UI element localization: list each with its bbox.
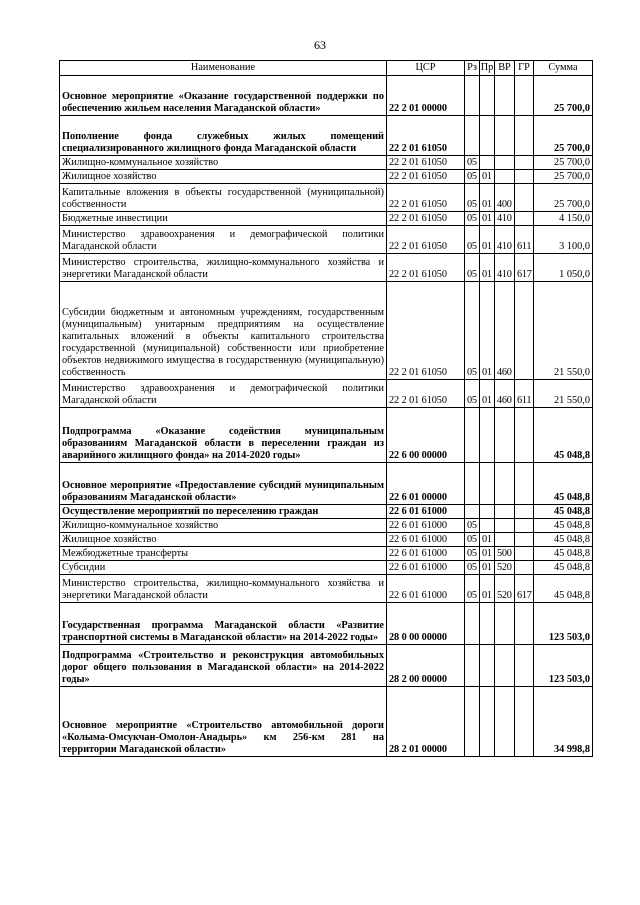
- row-vr-cell: 520: [495, 561, 515, 575]
- table-row: [60, 603, 593, 645]
- table-row: [60, 463, 593, 505]
- row-csr-cell: 22 2 01 61050: [387, 226, 465, 254]
- row-pr-cell: [480, 645, 495, 687]
- row-sum-cell: 45 048,8: [534, 505, 593, 519]
- row-pr-cell: [480, 116, 495, 156]
- row-vr-cell: [495, 463, 515, 505]
- row-name-cell: Государственная программа Магаданской области «Развитие транспортной системы в Магаданской области» на 2014-2022 годы»: [60, 603, 387, 645]
- row-sum-cell: 25 700,0: [534, 156, 593, 170]
- row-csr-cell: 22 2 01 61050: [387, 282, 465, 380]
- row-pr-cell: [480, 463, 495, 505]
- row-gr-cell: [515, 561, 534, 575]
- row-rz-cell: 05: [465, 561, 480, 575]
- row-sum-cell: 1 050,0: [534, 254, 593, 282]
- row-pr-cell: [480, 156, 495, 170]
- row-csr-cell: 28 2 00 00000: [387, 645, 465, 687]
- row-name-cell: Подпрограмма «Строительство и реконструкция автомобильных дорог общего пользования в Магаданской области» на 2014-2022 годы»: [60, 645, 387, 687]
- row-gr-cell: [515, 170, 534, 184]
- row-csr-cell: 22 2 01 61050: [387, 116, 465, 156]
- row-vr-cell: [495, 505, 515, 519]
- row-csr-cell: 22 2 01 61050: [387, 156, 465, 170]
- row-name-cell: Бюджетные инвестиции: [60, 212, 387, 226]
- table-row: [60, 408, 593, 463]
- row-gr-cell: [515, 603, 534, 645]
- row-sum-cell: 25 700,0: [534, 170, 593, 184]
- table-row: [60, 170, 593, 184]
- row-name-cell: Подпрограмма «Оказание содействия муниципальным образованиям Магаданской области в переселении граждан из аварийного жилищного фонда» на 2014-2020 годы»: [60, 408, 387, 463]
- row-csr-cell: 22 6 01 61000: [387, 561, 465, 575]
- row-csr-cell: 22 6 01 61000: [387, 519, 465, 533]
- row-gr-cell: [515, 76, 534, 116]
- row-vr-cell: [495, 76, 515, 116]
- row-rz-cell: [465, 505, 480, 519]
- row-rz-cell: 05: [465, 170, 480, 184]
- row-sum-cell: 45 048,8: [534, 408, 593, 463]
- row-vr-cell: 460: [495, 282, 515, 380]
- row-name-cell: Министерство строительства, жилищно-коммунального хозяйства и энергетики Магаданской области: [60, 575, 387, 603]
- row-gr-cell: [515, 533, 534, 547]
- row-name-cell: Капитальные вложения в объекты государственной (муниципальной) собственности: [60, 184, 387, 212]
- table-row: [60, 254, 593, 282]
- row-name-cell: Основное мероприятие «Строительство автомобильной дороги «Колыма-Омсукчан-Омолон-Анадырь» км 256-км 281 на территории Магаданской области»: [60, 687, 387, 757]
- row-rz-cell: 05: [465, 575, 480, 603]
- row-vr-cell: [495, 687, 515, 757]
- row-sum-cell: 34 998,8: [534, 687, 593, 757]
- row-vr-cell: 460: [495, 380, 515, 408]
- row-gr-cell: [515, 645, 534, 687]
- row-rz-cell: 05: [465, 212, 480, 226]
- row-csr-cell: 22 2 01 61050: [387, 170, 465, 184]
- table-row: [60, 226, 593, 254]
- row-pr-cell: 01: [480, 380, 495, 408]
- table-row: [60, 533, 593, 547]
- row-vr-cell: [495, 645, 515, 687]
- row-sum-cell: 45 048,8: [534, 533, 593, 547]
- row-sum-cell: 25 700,0: [534, 184, 593, 212]
- row-pr-cell: [480, 505, 495, 519]
- row-sum-cell: 45 048,8: [534, 547, 593, 561]
- row-rz-cell: 05: [465, 226, 480, 254]
- row-pr-cell: 01: [480, 547, 495, 561]
- row-pr-cell: [480, 687, 495, 757]
- row-vr-cell: [495, 170, 515, 184]
- row-name-cell: Основное мероприятие «Предоставление субсидий муниципальным образованиям Магаданской области»: [60, 463, 387, 505]
- row-pr-cell: 01: [480, 533, 495, 547]
- row-csr-cell: 22 2 01 61050: [387, 380, 465, 408]
- row-rz-cell: [465, 76, 480, 116]
- row-name-cell: Жилищно-коммунальное хозяйство: [60, 519, 387, 533]
- row-vr-cell: [495, 116, 515, 156]
- row-csr-cell: 22 6 01 00000: [387, 463, 465, 505]
- row-sum-cell: 123 503,0: [534, 603, 593, 645]
- row-sum-cell: 45 048,8: [534, 519, 593, 533]
- row-name-cell: Субсидии: [60, 561, 387, 575]
- row-gr-cell: [515, 519, 534, 533]
- row-rz-cell: [465, 116, 480, 156]
- row-csr-cell: 22 2 01 61050: [387, 184, 465, 212]
- row-name-cell: Пополнение фонда служебных жилых помещений специализированного жилищного фонда Магаданской области: [60, 116, 387, 156]
- row-rz-cell: [465, 463, 480, 505]
- table-body: [60, 76, 593, 757]
- row-pr-cell: 01: [480, 212, 495, 226]
- row-sum-cell: 21 550,0: [534, 282, 593, 380]
- row-sum-cell: 123 503,0: [534, 645, 593, 687]
- table-row: [60, 687, 593, 757]
- row-rz-cell: 05: [465, 533, 480, 547]
- row-vr-cell: [495, 533, 515, 547]
- table-row: [60, 212, 593, 226]
- row-csr-cell: 22 6 01 61000: [387, 547, 465, 561]
- header-csr: ЦСР: [387, 61, 465, 76]
- table-row: [60, 547, 593, 561]
- row-pr-cell: [480, 603, 495, 645]
- row-gr-cell: [515, 282, 534, 380]
- row-vr-cell: [495, 519, 515, 533]
- row-sum-cell: 25 700,0: [534, 116, 593, 156]
- row-name-cell: Межбюджетные трансферты: [60, 547, 387, 561]
- row-csr-cell: 28 0 00 00000: [387, 603, 465, 645]
- table-header-row: [60, 61, 593, 76]
- row-csr-cell: 22 6 00 00000: [387, 408, 465, 463]
- row-vr-cell: 520: [495, 575, 515, 603]
- table-row: [60, 282, 593, 380]
- row-rz-cell: [465, 603, 480, 645]
- row-gr-cell: 617: [515, 254, 534, 282]
- table-row: [60, 519, 593, 533]
- row-vr-cell: 410: [495, 254, 515, 282]
- row-name-cell: Министерство строительства, жилищно-коммунального хозяйства и энергетики Магаданской области: [60, 254, 387, 282]
- row-csr-cell: 22 6 01 61000: [387, 575, 465, 603]
- table-row: [60, 380, 593, 408]
- row-sum-cell: 25 700,0: [534, 76, 593, 116]
- row-gr-cell: [515, 463, 534, 505]
- budget-table: [59, 60, 593, 757]
- header-gr: ГР: [515, 61, 534, 76]
- row-gr-cell: [515, 156, 534, 170]
- row-rz-cell: 05: [465, 156, 480, 170]
- row-gr-cell: [515, 408, 534, 463]
- row-sum-cell: 4 150,0: [534, 212, 593, 226]
- row-pr-cell: 01: [480, 575, 495, 603]
- row-csr-cell: 22 6 01 61000: [387, 505, 465, 519]
- row-vr-cell: [495, 156, 515, 170]
- row-vr-cell: [495, 603, 515, 645]
- table-row: [60, 116, 593, 156]
- row-gr-cell: [515, 184, 534, 212]
- table-row: [60, 76, 593, 116]
- row-csr-cell: 22 2 01 61050: [387, 254, 465, 282]
- row-csr-cell: 22 2 01 61050: [387, 212, 465, 226]
- row-csr-cell: 28 2 01 00000: [387, 687, 465, 757]
- row-rz-cell: 05: [465, 282, 480, 380]
- row-rz-cell: [465, 687, 480, 757]
- table-row: [60, 156, 593, 170]
- row-gr-cell: 617: [515, 575, 534, 603]
- row-pr-cell: 01: [480, 170, 495, 184]
- row-vr-cell: 500: [495, 547, 515, 561]
- row-name-cell: Осуществление мероприятий по переселению граждан: [60, 505, 387, 519]
- row-name-cell: Основное мероприятие «Оказание государственной поддержки по обеспечению жильем населения Магаданской области»: [60, 76, 387, 116]
- row-csr-cell: 22 2 01 00000: [387, 76, 465, 116]
- row-rz-cell: 05: [465, 184, 480, 212]
- row-name-cell: Жилищно-коммунальное хозяйство: [60, 156, 387, 170]
- row-pr-cell: [480, 408, 495, 463]
- row-sum-cell: 21 550,0: [534, 380, 593, 408]
- header-rz: Рз: [465, 61, 480, 76]
- row-gr-cell: [515, 116, 534, 156]
- row-rz-cell: 05: [465, 254, 480, 282]
- row-gr-cell: 611: [515, 226, 534, 254]
- header-pr: Пр: [480, 61, 495, 76]
- row-vr-cell: 410: [495, 226, 515, 254]
- row-sum-cell: 45 048,8: [534, 575, 593, 603]
- row-gr-cell: [515, 547, 534, 561]
- row-vr-cell: 400: [495, 184, 515, 212]
- row-gr-cell: [515, 212, 534, 226]
- row-sum-cell: 45 048,8: [534, 463, 593, 505]
- row-name-cell: Жилищное хозяйство: [60, 533, 387, 547]
- row-pr-cell: 01: [480, 184, 495, 212]
- row-rz-cell: 05: [465, 547, 480, 561]
- row-vr-cell: [495, 408, 515, 463]
- row-gr-cell: [515, 687, 534, 757]
- row-pr-cell: 01: [480, 561, 495, 575]
- row-rz-cell: 05: [465, 519, 480, 533]
- row-name-cell: Субсидии бюджетным и автономным учреждениям, государственным (муниципальным) унитарным предприятиям на осуществление капитальных вложений в объекты капитального строительства государственной (муниципальной) собственности или приобретение объектов недвижимого имущества в государственную (муниципальную) собственность: [60, 282, 387, 380]
- table-row: [60, 575, 593, 603]
- row-sum-cell: 45 048,8: [534, 561, 593, 575]
- table-row: [60, 184, 593, 212]
- row-name-cell: Министерство здравоохранения и демографической политики Магаданской области: [60, 380, 387, 408]
- row-pr-cell: [480, 76, 495, 116]
- header-sum: Сумма: [534, 61, 593, 76]
- header-vr: ВР: [495, 61, 515, 76]
- row-pr-cell: 01: [480, 254, 495, 282]
- row-pr-cell: 01: [480, 282, 495, 380]
- row-name-cell: Жилищное хозяйство: [60, 170, 387, 184]
- row-pr-cell: 01: [480, 226, 495, 254]
- page-number: 63: [314, 38, 326, 52]
- header-name: Наименование: [60, 61, 387, 76]
- row-sum-cell: 3 100,0: [534, 226, 593, 254]
- row-name-cell: Министерство здравоохранения и демографической политики Магаданской области: [60, 226, 387, 254]
- row-csr-cell: 22 6 01 61000: [387, 533, 465, 547]
- row-rz-cell: 05: [465, 380, 480, 408]
- row-rz-cell: [465, 645, 480, 687]
- table-row: [60, 505, 593, 519]
- row-gr-cell: [515, 505, 534, 519]
- row-pr-cell: [480, 519, 495, 533]
- table-row: [60, 561, 593, 575]
- table-row: [60, 645, 593, 687]
- row-gr-cell: 611: [515, 380, 534, 408]
- row-rz-cell: [465, 408, 480, 463]
- row-vr-cell: 410: [495, 212, 515, 226]
